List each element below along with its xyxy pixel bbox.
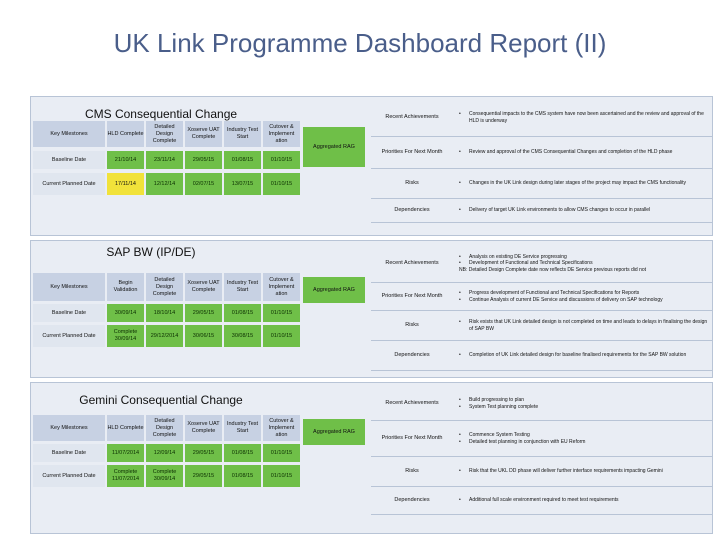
bullet-icon: • <box>459 149 461 156</box>
milestone-header: Cutover & Implement ation <box>263 415 300 441</box>
bullet-icon: • <box>459 432 461 438</box>
milestone-header: Xoserve UAT Complete <box>185 121 222 147</box>
report-label: Risks <box>405 322 419 328</box>
report-label: Priorities For Next Month <box>381 435 443 441</box>
report-content <box>455 245 713 282</box>
milestone-header: Industry Test Start <box>224 121 261 147</box>
milestone-header: Industry Test Start <box>224 415 261 441</box>
report-content <box>455 387 713 420</box>
date-cell: 01/08/15 <box>224 151 261 169</box>
aggregated-rag: Aggregated RAG <box>303 277 365 303</box>
sap-bw-section-panel <box>30 240 713 378</box>
report-item: Completion of UK Link detailed design for baseline finalised requirements for the SAP BW solution <box>469 352 687 359</box>
report-item: Consequential impacts to the CMS system have now been ascertained and the review and approval of the HLD is underway <box>469 111 704 124</box>
milestone-header: HLD Complete <box>107 415 144 441</box>
report-item: Commence System Testing <box>469 432 530 438</box>
bullet-icon: • <box>459 111 461 117</box>
date-cell: 30/08/15 <box>224 325 261 347</box>
report-label: Dependencies <box>394 497 430 503</box>
date-cell: 01/08/15 <box>224 465 261 487</box>
date-cell: 12/12/14 <box>146 173 183 195</box>
report-content <box>455 311 713 340</box>
bullet-icon: • <box>459 497 461 504</box>
date-cell: 30/09/14 <box>107 304 144 322</box>
report-item: Development of Functional and Technical Specifications <box>469 260 593 267</box>
report-item: System Test planning complete <box>469 403 539 410</box>
report-label: Priorities For Next Month <box>381 149 443 155</box>
report-label: Risks <box>405 180 419 186</box>
report-label: Recent Achievements <box>385 260 439 266</box>
date-cell: 11/07/2014 <box>107 444 144 462</box>
milestone-header: Xoserve UAT Complete <box>185 415 222 441</box>
report-content <box>455 421 713 456</box>
milestone-header: Cutover & Implement ation <box>263 273 300 301</box>
bullet-icon: • <box>459 403 461 410</box>
date-cell: 17/11/14 <box>107 173 144 195</box>
bullet-icon: • <box>459 468 461 475</box>
report-row <box>371 169 713 199</box>
report-item: Detailed test planning in conjunction with EU Reform <box>469 438 586 445</box>
report-item: Continue Analysis of current DE Service and discussions of delivery on SAP technology <box>469 296 663 303</box>
report-label: Priorities For Next Month <box>381 293 443 299</box>
key-milestones-label: Key Milestones <box>33 415 105 441</box>
date-cell: 23/11/14 <box>146 151 183 169</box>
row-label: Current Planned Date <box>33 465 105 487</box>
report-item: Progress development of Functional and Technical Specifications for Reports <box>469 290 640 296</box>
report-label: Dependencies <box>394 352 430 358</box>
report-item: Build progressing to plan <box>469 397 525 403</box>
aggregated-rag: Aggregated RAG <box>303 419 365 445</box>
section-title: CMS Consequential Change <box>84 107 238 121</box>
report-row <box>371 283 713 311</box>
bullet-icon: • <box>459 253 461 260</box>
bullet-icon: • <box>459 296 461 303</box>
date-cell: 29/05/15 <box>185 444 222 462</box>
date-cell: Complete 30/09/14 <box>107 325 144 347</box>
date-cell: 13/07/15 <box>224 173 261 195</box>
date-cell: 01/08/15 <box>224 304 261 322</box>
report-item: Delivery of target UK Link environments to allow CMS changes to occur in parallel <box>469 207 651 214</box>
report-item: Review and approval of the CMS Consequential Changes and completion of the HLD phase <box>469 149 673 156</box>
report-row <box>371 199 713 223</box>
report-row <box>371 245 713 283</box>
key-milestones-label: Key Milestones <box>33 273 105 301</box>
report-label: Dependencies <box>394 207 430 213</box>
date-cell: 29/05/15 <box>185 304 222 322</box>
report-label: Recent Achievements <box>385 400 439 406</box>
report-item: Changes in the UK Link design during later stages of the project may impact the CMS functionality <box>469 180 687 187</box>
date-cell: 01/10/15 <box>263 444 300 462</box>
bullet-icon: • <box>459 207 461 214</box>
report-label: Risks <box>405 468 419 474</box>
milestone-header: Industry Test Start <box>224 273 261 301</box>
date-cell: 21/10/14 <box>107 151 144 169</box>
report-row <box>371 457 713 487</box>
date-cell: 02/07/15 <box>185 173 222 195</box>
report-row <box>371 311 713 341</box>
section-title: Gemini Consequential Change <box>79 393 243 407</box>
row-label: Current Planned Date <box>33 173 105 195</box>
date-cell: 01/10/15 <box>263 325 300 347</box>
page-title: UK Link Programme Dashboard Report (II) <box>113 28 607 58</box>
report-content <box>455 457 713 486</box>
bullet-icon: • <box>459 397 461 403</box>
milestone-header: Begin Validation <box>107 273 144 301</box>
date-cell: 30/06/15 <box>185 325 222 347</box>
report-row <box>371 421 713 457</box>
date-cell: Complete 11/07/2014 <box>107 465 144 487</box>
report-label: Recent Achievements <box>385 114 439 120</box>
bullet-icon: • <box>459 319 461 325</box>
report-content <box>455 341 713 370</box>
bullet-icon: • <box>459 290 461 296</box>
bullet-icon: • <box>459 260 461 267</box>
report-row <box>371 487 713 515</box>
date-cell: 29/05/15 <box>185 465 222 487</box>
milestone-header: Detailed Design Complete <box>146 121 183 147</box>
row-label: Baseline Date <box>33 304 105 322</box>
report-content <box>455 99 713 136</box>
report-item: Analysis on existing DE Service progressing <box>469 253 567 260</box>
report-row <box>371 341 713 371</box>
milestone-header: Xoserve UAT Complete <box>185 273 222 301</box>
date-cell: 29/12/2014 <box>146 325 183 347</box>
report-row <box>371 387 713 421</box>
date-cell: 01/10/15 <box>263 151 300 169</box>
report-content <box>455 169 713 198</box>
gemini-section-panel <box>30 382 713 534</box>
date-cell: 01/10/15 <box>263 173 300 195</box>
report-item: Risk that the UKL DD phase will deliver further interface requirements impacting Gemini <box>469 468 663 475</box>
date-cell: 18/10/14 <box>146 304 183 322</box>
date-cell: 01/10/15 <box>263 465 300 487</box>
milestone-header: HLD Complete <box>107 121 144 147</box>
cms-section-panel <box>30 96 713 236</box>
date-cell: 29/05/15 <box>185 151 222 169</box>
date-cell: 12/09/14 <box>146 444 183 462</box>
report-row <box>371 137 713 169</box>
report-note: NB: Detailed Design Complete date now reflects DE Service previous reports did not <box>459 266 647 273</box>
report-item: Risk exists that UK Link detailed design is not completed on time and leads to delays in finalising the design of SAP BW <box>469 319 708 332</box>
report-content <box>455 283 713 310</box>
milestone-header: Detailed Design Complete <box>146 273 183 301</box>
date-cell: 01/08/15 <box>224 444 261 462</box>
row-label: Current Planned Date <box>33 325 105 347</box>
report-content <box>455 199 713 222</box>
aggregated-rag: Aggregated RAG <box>303 127 365 167</box>
report-row <box>371 99 713 137</box>
date-cell: Complete 30/09/14 <box>146 465 183 487</box>
section-title: SAP BW (IP/DE) <box>106 245 196 259</box>
row-label: Baseline Date <box>33 444 105 462</box>
bullet-icon: • <box>459 352 461 359</box>
report-content <box>455 487 713 514</box>
bullet-icon: • <box>459 180 461 187</box>
bullet-icon: • <box>459 438 461 445</box>
milestone-header: Detailed Design Complete <box>146 415 183 441</box>
report-item: Additional full scale environment required to meet test requirements <box>469 497 619 504</box>
date-cell: 01/10/15 <box>263 304 300 322</box>
milestone-header: Cutover & Implement ation <box>263 121 300 147</box>
report-content <box>455 137 713 168</box>
key-milestones-label: Key Milestones <box>33 121 105 147</box>
row-label: Baseline Date <box>33 151 105 169</box>
